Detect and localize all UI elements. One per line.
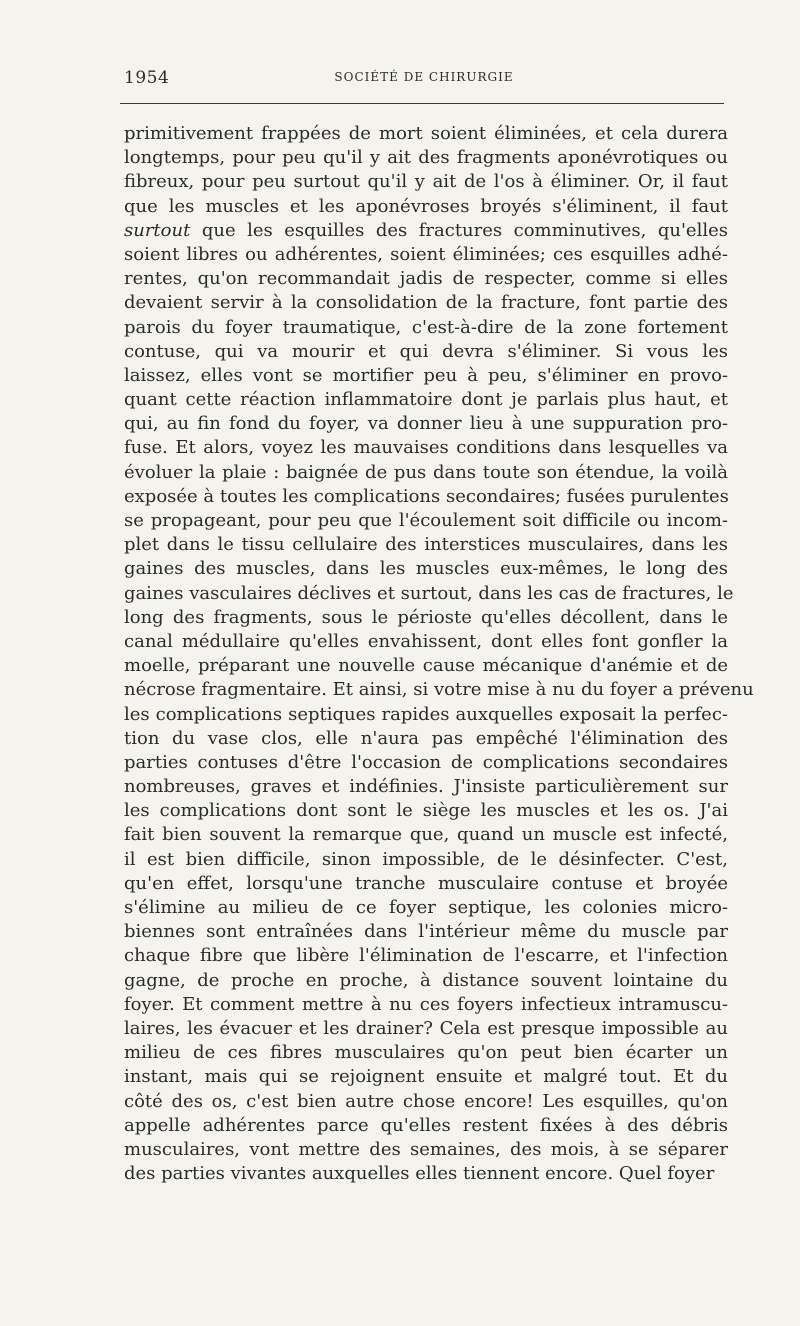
text-line: côté des os, c'est bien autre chose encore! Les esquilles, qu'on	[124, 1090, 728, 1112]
text-line: tion du vase clos, elle n'aura pas empêché l'élimination des	[124, 727, 728, 749]
text-line: des parties vivantes auxquelles elles tiennent encore. Quel foyer	[124, 1163, 715, 1185]
text-line: qu'en effet, lorsqu'une tranche musculaire contuse et broyée	[124, 872, 728, 894]
text-line: gagne, de proche en proche, à distance souvent lointaine du	[124, 969, 728, 991]
text-line: foyer. Et comment mettre à nu ces foyers infectieux intramuscu-	[124, 993, 728, 1015]
text-line: longtemps, pour peu qu'il y ait des fragments aponévrotiques ou	[124, 147, 728, 169]
running-head: SOCIÉTÉ DE CHIRURGIE	[334, 70, 514, 84]
text-line: plet dans le tissu cellulaire des interstices musculaires, dans les	[124, 534, 728, 556]
body-text	[124, 122, 754, 1186]
text-line: surtout que les esquilles des fractures comminutives, qu'elles	[124, 219, 728, 241]
text-line: les complications dont sont le siège les muscles et les os. J'ai	[124, 800, 728, 822]
text-line: devaient servir à la consolidation de la fracture, font partie des	[124, 292, 728, 314]
text-line: appelle adhérentes parce qu'elles restent fixées à des débris	[124, 1114, 728, 1136]
text-line: gaines des muscles, dans les muscles eux-mêmes, le long des	[124, 558, 728, 580]
text-line: parties contuses d'être l'occasion de complications secondaires	[124, 751, 728, 773]
text-line: laissez, elles vont se mortifier peu à peu, s'éliminer en provo-	[124, 364, 728, 386]
text-line: instant, mais qui se rejoignent ensuite et malgré tout. Et du	[124, 1066, 728, 1088]
text-line: long des fragments, sous le périoste qu'elles décollent, dans le	[124, 606, 728, 628]
text-line: évoluer la plaie : baignée de pus dans toute son étendue, la voilà	[124, 461, 728, 483]
text-line: contuse, qui va mourir et qui devra s'éliminer. Si vous les	[124, 340, 728, 362]
text-line: quant cette réaction inflammatoire dont je parlais plus haut, et	[124, 389, 728, 411]
text-line: laires, les évacuer et les drainer? Cela est presque impossible au	[124, 1017, 728, 1039]
text-line: exposée à toutes les complications secondaires; fusées purulentes	[124, 485, 729, 507]
header-rule	[120, 103, 724, 104]
text-line: primitivement frappées de mort soient éliminées, et cela durera	[124, 123, 728, 144]
text-line: que les muscles et les aponévroses broyés s'éliminent, il faut	[124, 195, 728, 217]
text-line: il est bien difficile, sinon impossible, de le désinfecter. C'est,	[124, 848, 728, 870]
page-header	[124, 68, 724, 90]
text-line: rentes, qu'on recommandait jadis de respecter, comme si elles	[124, 268, 728, 290]
text-line: biennes sont entraînées dans l'intérieur même du muscle par	[124, 921, 728, 943]
text-line: parois du foyer traumatique, c'est-à-dire de la zone fortement	[124, 316, 728, 338]
text-line: fait bien souvent la remarque que, quand un muscle est infecté,	[124, 824, 728, 846]
text-line: se propageant, pour peu que l'écoulement soit difficile ou incom-	[124, 510, 728, 531]
text-line: nombreuses, graves et indéfinies. J'insiste particulièrement sur	[124, 776, 728, 798]
text-line: nécrose fragmentaire. Et ainsi, si votre mise à nu du foyer a prévenu	[124, 679, 754, 701]
text-line: s'élimine au milieu de ce foyer septique, les colonies micro-	[124, 897, 728, 918]
text-line: qui, au fin fond du foyer, va donner lieu à une suppuration pro-	[124, 413, 728, 435]
text-line: gaines vasculaires déclives et surtout, dans les cas de fractures, le	[124, 582, 734, 604]
text-line: fibreux, pour peu surtout qu'il y ait de l'os à éliminer. Or, il faut	[124, 171, 728, 193]
text-line: musculaires, vont mettre des semaines, des mois, à se séparer	[124, 1138, 728, 1160]
text-line: fuse. Et alors, voyez les mauvaises conditions dans lesquelles va	[124, 437, 728, 459]
text-line: chaque fibre que libère l'élimination de l'escarre, et l'infection	[124, 945, 728, 967]
text-line: soient libres ou adhérentes, soient éliminées; ces esquilles adhé-	[124, 243, 728, 265]
text-line: milieu de ces fibres musculaires qu'on peut bien écarter un	[124, 1042, 728, 1064]
page-number: 1954	[124, 68, 170, 88]
text-line: canal médullaire qu'elles envahissent, dont elles font gonfler la	[124, 630, 728, 652]
text-line: moelle, préparant une nouvelle cause mécanique d'anémie et de	[124, 655, 728, 677]
text-line: les complications septiques rapides auxquelles exposait la perfec-	[124, 703, 728, 725]
